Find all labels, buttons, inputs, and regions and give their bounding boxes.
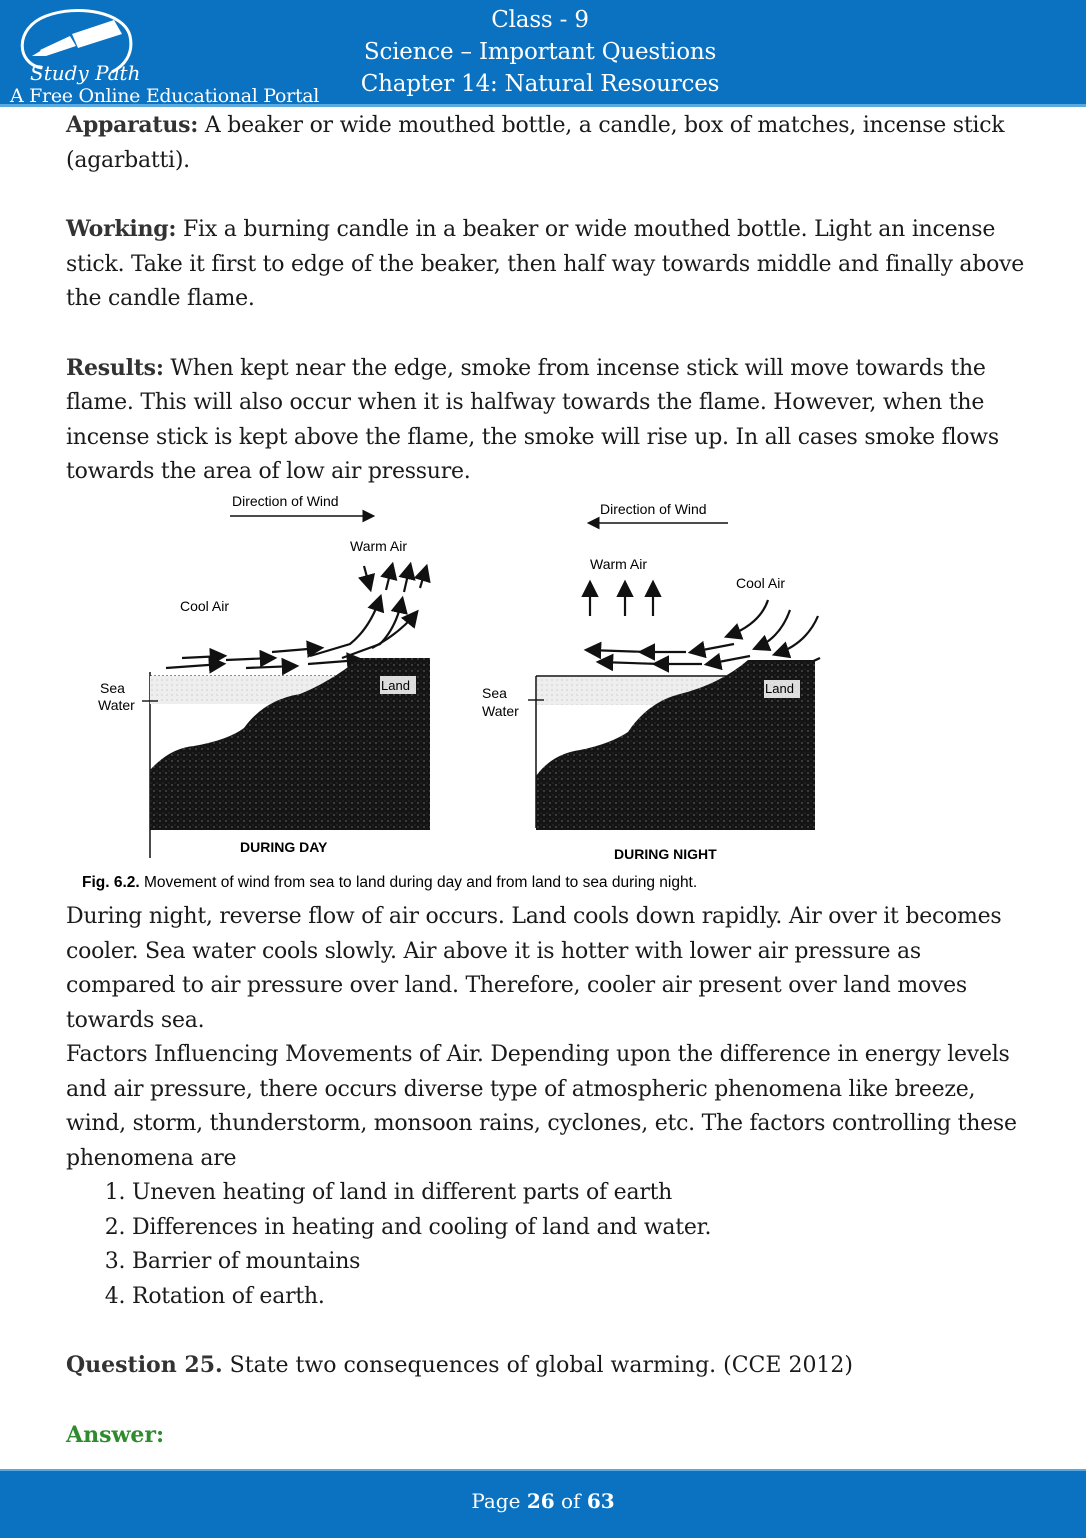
factor-item: 4. Rotation of earth. bbox=[132, 1280, 1026, 1315]
results-label: Results: bbox=[66, 354, 164, 381]
night-warm-air-label: Warm Air bbox=[590, 556, 648, 572]
question-25 bbox=[66, 1348, 853, 1383]
night-wind-arrows bbox=[588, 584, 820, 672]
subject-label: Science – Important Questions bbox=[363, 39, 717, 65]
day-sea-label: Sea bbox=[100, 680, 125, 696]
night-water-label: Water bbox=[482, 703, 519, 719]
page-number: Page 26 of 63 bbox=[471, 1489, 615, 1513]
day-land-label: Land bbox=[381, 678, 410, 693]
day-direction-label: Direction of Wind bbox=[232, 493, 339, 509]
day-caption: DURING DAY bbox=[240, 839, 328, 855]
working-paragraph: Working: Fix a burning candle in a beaker or wide mouthed bottle. Light an incense stick. Take it first to edge of the beaker, then half way towards middle and finally above the candle flame. bbox=[66, 216, 1025, 311]
pen-logo-icon bbox=[12, 6, 142, 86]
day-wind-arrows bbox=[166, 566, 426, 668]
night-sea-label: Sea bbox=[482, 685, 507, 701]
night-land-label: Land bbox=[765, 681, 794, 696]
page-footer bbox=[0, 1469, 1086, 1538]
sea-breeze-figure bbox=[80, 488, 840, 898]
day-warm-air-label: Warm Air bbox=[350, 538, 408, 554]
class-label: Class - 9 bbox=[491, 7, 589, 33]
header-title bbox=[340, 4, 740, 100]
tagline: A Free Online Educational Portal bbox=[10, 85, 320, 107]
content-bottom bbox=[66, 900, 1026, 1314]
factors-list bbox=[66, 1176, 1026, 1314]
factor-item: 2. Differences in heating and cooling of land and water. bbox=[132, 1211, 1026, 1246]
svg-text:Study Path: Study Path bbox=[30, 61, 141, 85]
question-label: Question 25. bbox=[66, 1352, 223, 1378]
question-text: State two consequences of global warming. (CCE 2012) bbox=[222, 1353, 854, 1378]
figure-caption: Fig. 6.2. Movement of wind from sea to land during day and from land to sea during night. bbox=[82, 874, 698, 891]
night-cool-air-label: Cool Air bbox=[736, 575, 786, 591]
night-paragraph: During night, reverse flow of air occurs. Land cools down rapidly. Air over it becomes cooler. Sea water cools slowly. Air above it is hotter with lower air pressure as compared to air pressure over land. Therefore, cooler air present over land moves towards sea. bbox=[66, 904, 1002, 1033]
night-caption: DURING NIGHT bbox=[614, 846, 717, 862]
results-paragraph: Results: When kept near the edge, smoke from incense stick will move towards the flame. This will also occur when it is halfway towards the flame. However, when the incense stick is kept above the flame, the smoke will rise up. In all cases smoke flows towards the area of low air pressure. bbox=[66, 354, 999, 484]
working-label: Working: bbox=[66, 216, 177, 242]
day-cool-air-label: Cool Air bbox=[180, 598, 230, 614]
study-path-logo bbox=[8, 6, 320, 107]
day-water-label: Water bbox=[98, 697, 135, 713]
page-header bbox=[0, 0, 1086, 107]
chapter-label: Chapter 14: Natural Resources bbox=[360, 71, 720, 97]
factor-item: 3. Barrier of mountains bbox=[132, 1245, 1026, 1280]
factor-item: 1. Uneven heating of land in different parts of earth bbox=[132, 1176, 1026, 1211]
factors-paragraph: Factors Influencing Movements of Air. Depending upon the difference in energy levels and air pressure, there occurs diverse type of atmospheric phenomena like breeze, wind, storm, thunderstorm, monsoon rains, cyclones, etc. The factors controlling these phenomena are bbox=[66, 1042, 1017, 1171]
day-diagram bbox=[98, 493, 430, 858]
apparatus-paragraph: Apparatus: A beaker or wide mouthed bottle, a candle, box of matches, incense stick (agarbatti). bbox=[66, 112, 1005, 173]
answer-label: Answer: bbox=[66, 1422, 165, 1448]
apparatus-label: Apparatus: bbox=[66, 112, 199, 138]
content-top bbox=[66, 108, 1026, 490]
night-diagram bbox=[482, 501, 820, 862]
night-direction-label: Direction of Wind bbox=[600, 501, 707, 517]
